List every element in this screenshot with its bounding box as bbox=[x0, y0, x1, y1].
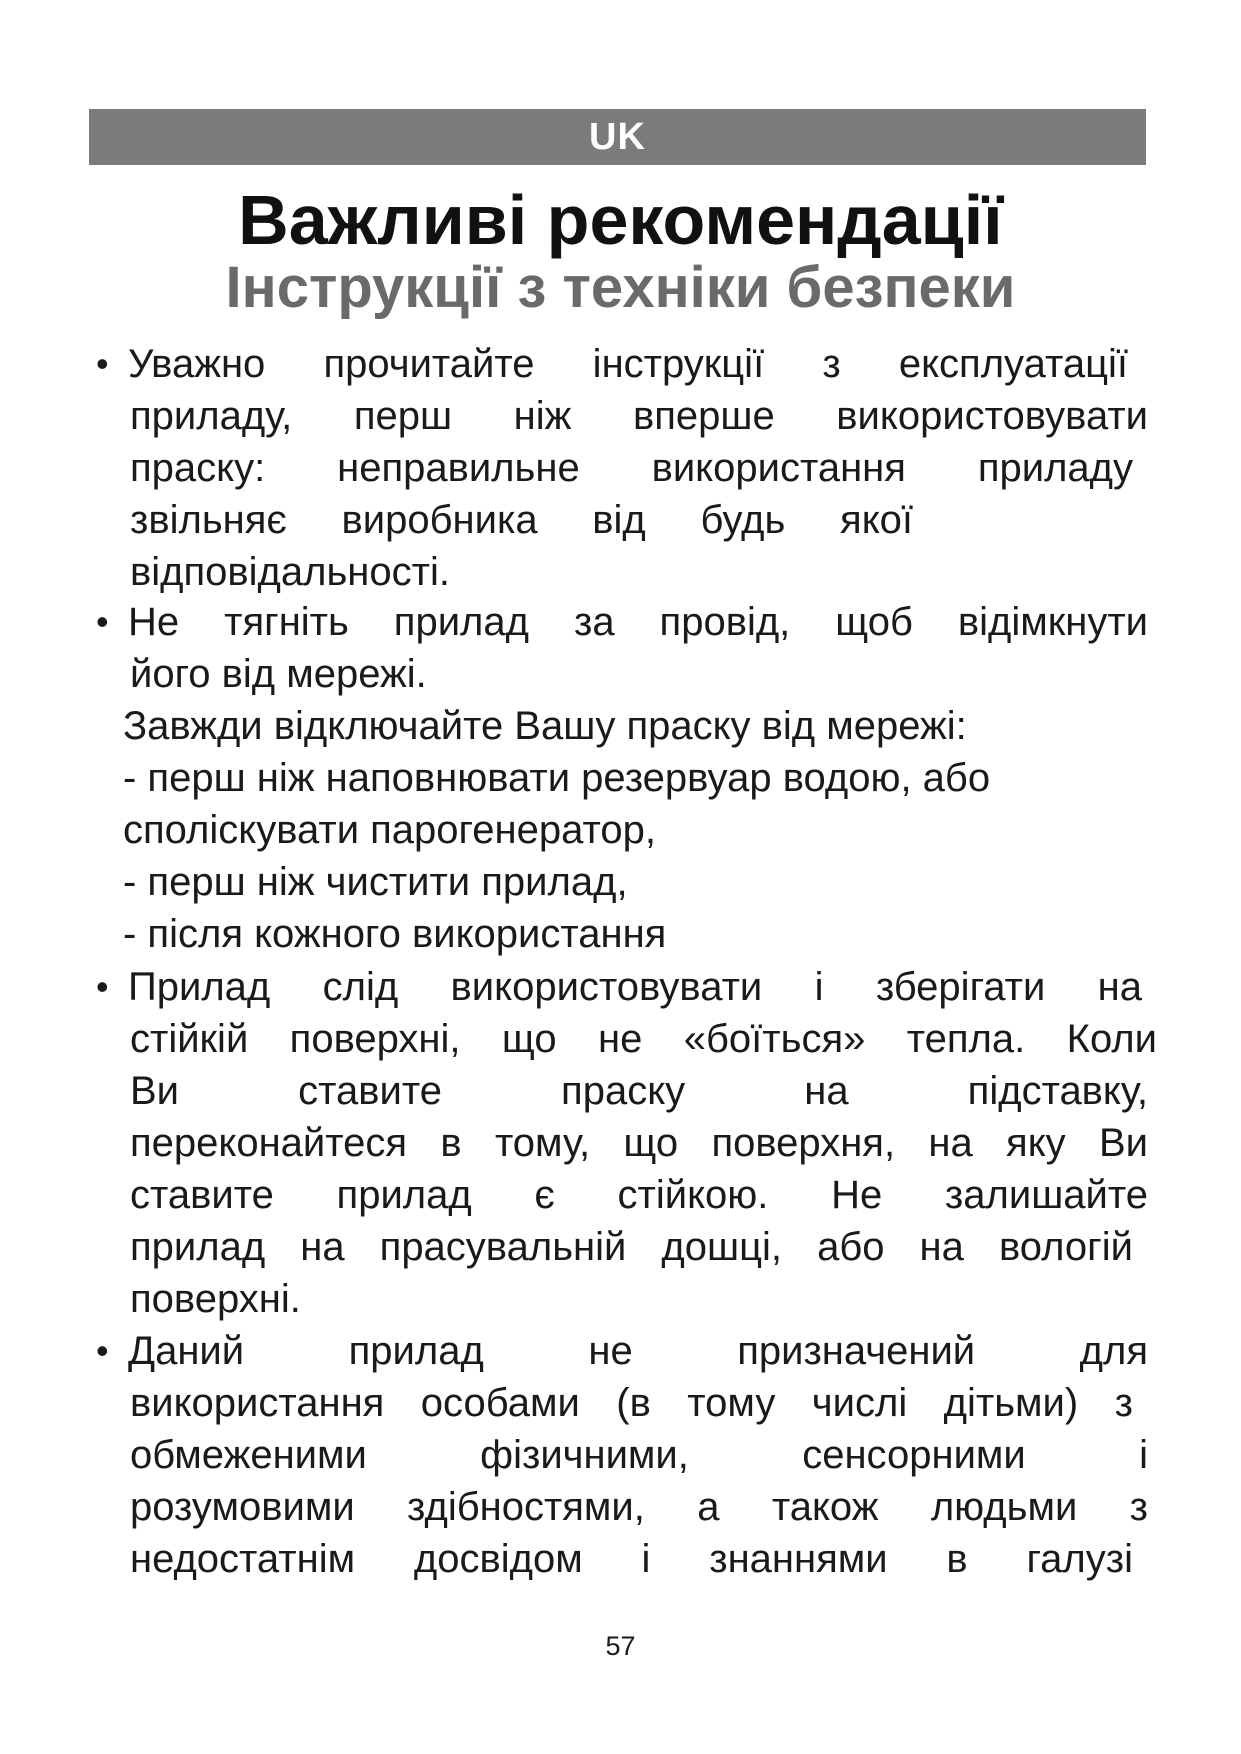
text-line: Завжди відключайте Вашу праску від мережі: bbox=[123, 704, 967, 748]
text-line: - після кожного використання bbox=[123, 912, 667, 956]
text-line: праску: неправильне використання приладу bbox=[130, 446, 1133, 490]
text-line: переконайтеся в тому, що поверхня, на яку Ви bbox=[130, 1121, 1148, 1165]
bullet-marker: • bbox=[96, 343, 109, 384]
text-line: - перш ніж чистити прилад, bbox=[123, 860, 628, 904]
text-line: Даний прилад не призначений для bbox=[128, 1329, 1148, 1373]
bullet-marker: • bbox=[96, 966, 109, 1007]
language-code: UK bbox=[589, 116, 646, 158]
text-line: поверхні. bbox=[130, 1277, 301, 1321]
text-line: звільняє виробника від будь якої bbox=[130, 498, 913, 542]
text-line: Уважно прочитайте інструкції з експлуатації bbox=[128, 342, 1128, 386]
text-line: споліскувати парогенератор, bbox=[123, 808, 656, 852]
text-line: Прилад слід використовувати і зберігати на bbox=[128, 965, 1142, 1009]
text-line: використання особами (в тому числі дітьми) з bbox=[130, 1381, 1133, 1425]
text-line: приладу, перш ніж вперше використовувати bbox=[130, 394, 1148, 438]
text-line: стійкій поверхні, що не «боїться» тепла. Коли bbox=[130, 1017, 1157, 1061]
text-line: прилад на прасувальній дошці, або на вологій bbox=[130, 1225, 1133, 1269]
text-line: недостатнім досвідом і знаннями в галузі bbox=[130, 1537, 1133, 1581]
text-line: Не тягніть прилад за провід, щоб відімкнути bbox=[128, 600, 1148, 644]
text-line: - перш ніж наповнювати резервуар водою, або bbox=[123, 756, 991, 800]
text-line: його від мережі. bbox=[130, 652, 427, 696]
page-subtitle: Інструкції з техніки безпеки bbox=[225, 255, 1016, 320]
page-number: 57 bbox=[605, 1631, 636, 1661]
text-line: обмеженими фізичними, сенсорними і bbox=[130, 1433, 1148, 1477]
bullet-marker: • bbox=[96, 1330, 109, 1371]
text-line: розумовими здібностями, а також людьми з bbox=[130, 1485, 1148, 1529]
page-title: Важливі рекомендації bbox=[238, 181, 1003, 259]
text-line: Ви ставите праску на підставку, bbox=[130, 1069, 1148, 1113]
bullet-marker: • bbox=[96, 601, 109, 642]
text-line: ставите прилад є стійкою. Не залишайте bbox=[130, 1173, 1148, 1217]
text-line: відповідальності. bbox=[130, 550, 450, 594]
